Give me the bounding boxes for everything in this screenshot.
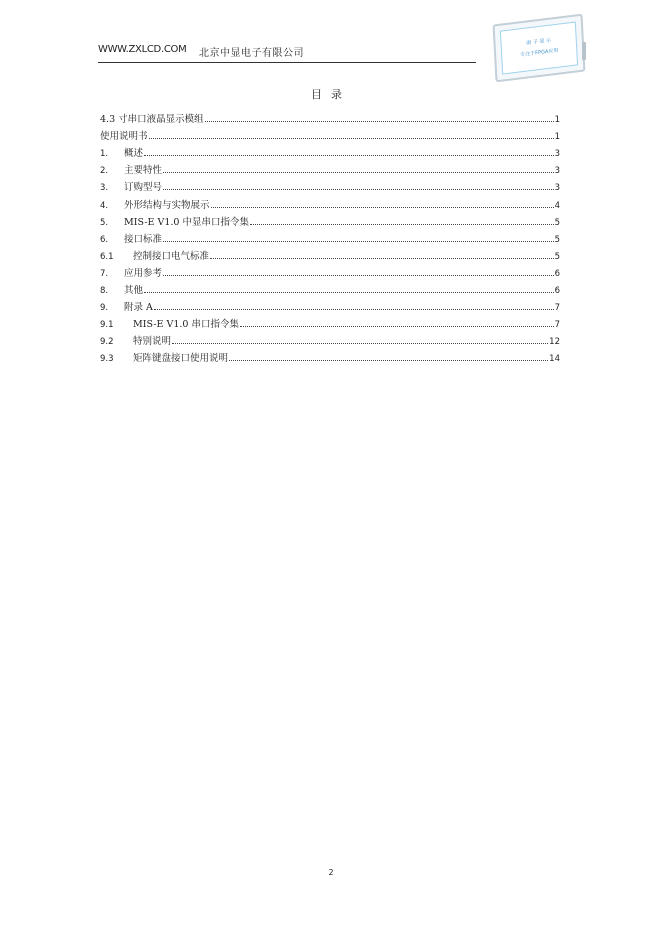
toc-entry[interactable] [100, 125, 560, 142]
toc-title: 目录 [311, 88, 351, 101]
toc-entry-page: 7 [554, 303, 560, 314]
toc-entry[interactable] [100, 176, 560, 193]
toc-dot-leader [154, 308, 554, 310]
toc-dot-leader [172, 342, 548, 344]
toc-entry-label: 4.3 寸串口液晶显示模组 [100, 114, 204, 126]
toc-entry[interactable] [100, 142, 560, 159]
toc-entry-label: MIS-E V1.0 串口指令集 [133, 319, 239, 331]
toc-entry-page: 5 [554, 234, 560, 245]
toc-entry-number: 9.3 [100, 354, 114, 365]
connector-icon [582, 42, 586, 60]
toc-entry-page: 6 [554, 286, 560, 297]
toc-entry-page: 6 [554, 268, 560, 279]
toc-dot-leader [240, 325, 554, 327]
toc-entry[interactable] [100, 347, 560, 364]
toc-dot-leader [163, 188, 554, 190]
toc-entry[interactable] [100, 279, 560, 296]
toc-entry[interactable] [100, 159, 560, 176]
toc-entry-label: 使用说明书 [100, 131, 148, 143]
toc-entry[interactable] [100, 193, 560, 210]
toc-entry-page: 3 [554, 149, 560, 160]
toc-entry-page: 12 [549, 337, 560, 348]
toc-entry-number: 9. [100, 303, 109, 314]
toc-entry-number: 1. [100, 149, 109, 160]
lcd-screen [500, 21, 578, 74]
table-of-contents [100, 108, 560, 364]
toc-entry-number: 8. [100, 286, 109, 297]
logo-text-line1: 雨 子 显 示 [526, 37, 552, 47]
page-number: 2 [328, 868, 334, 877]
toc-dot-leader [163, 274, 554, 276]
toc-dot-leader [149, 137, 554, 139]
toc-entry-page: 3 [554, 166, 560, 177]
toc-entry-number: 7. [100, 268, 109, 279]
toc-entry[interactable] [100, 245, 560, 262]
toc-entry-number: 9.2 [100, 337, 114, 348]
toc-entry-label: 接口标准 [124, 233, 163, 245]
toc-entry-number: 4. [100, 200, 109, 211]
logo-text-line2: 专注于FPGA应用 [520, 47, 559, 59]
toc-dot-leader [250, 223, 554, 225]
company-logo [488, 14, 592, 78]
toc-entry[interactable] [100, 108, 560, 125]
toc-entry-number: 5. [100, 217, 109, 228]
toc-entry-label: MIS-E V1.0 中显串口指令集 [124, 216, 249, 228]
toc-entry[interactable] [100, 313, 560, 330]
toc-entry-number: 3. [100, 183, 109, 194]
toc-entry-label: 矩阵键盘接口使用说明 [133, 353, 229, 365]
toc-entry-number: 2. [100, 166, 109, 177]
toc-entry-label: 应用参考 [124, 267, 163, 279]
toc-entry-label: 订购型号 [124, 182, 163, 194]
toc-dot-leader [211, 206, 554, 208]
toc-entry-page: 5 [554, 217, 560, 228]
toc-entry-number: 9.1 [100, 320, 114, 331]
toc-entry[interactable] [100, 228, 560, 245]
toc-dot-leader [144, 154, 554, 156]
toc-entry-page: 14 [549, 354, 560, 365]
company-name: 北京中显电子有限公司 [199, 48, 304, 59]
toc-entry-label: 概述 [124, 148, 144, 160]
toc-entry[interactable] [100, 211, 560, 228]
toc-entry[interactable] [100, 262, 560, 279]
toc-entry[interactable] [100, 296, 560, 313]
page-header [98, 42, 476, 63]
lcd-module-icon [493, 14, 586, 83]
toc-entry-label: 主要特性 [124, 165, 163, 177]
toc-dot-leader [163, 240, 554, 242]
toc-entry-number: 6.1 [100, 251, 114, 262]
toc-dot-leader [229, 359, 548, 361]
toc-entry-label: 特别说明 [133, 336, 172, 348]
website-url: WWW.ZXLCD.COM [98, 44, 187, 55]
toc-dot-leader [205, 120, 554, 122]
toc-entry-page: 5 [554, 251, 560, 262]
toc-entry-page: 4 [554, 200, 560, 211]
toc-entry-label: 控制接口电气标准 [133, 250, 210, 262]
toc-entry-page: 1 [554, 115, 560, 126]
toc-dot-leader [144, 291, 554, 293]
toc-entry-page: 1 [554, 132, 560, 143]
toc-entry-page: 3 [554, 183, 560, 194]
toc-entry-label: 其他 [124, 285, 144, 297]
toc-dot-leader [210, 257, 554, 259]
toc-entry-label: 附录 A [124, 302, 153, 314]
toc-entry[interactable] [100, 330, 560, 347]
toc-entry-number: 6. [100, 234, 109, 245]
toc-entry-page: 7 [554, 320, 560, 331]
toc-dot-leader [163, 171, 554, 173]
toc-entry-label: 外形结构与实物展示 [124, 199, 210, 211]
